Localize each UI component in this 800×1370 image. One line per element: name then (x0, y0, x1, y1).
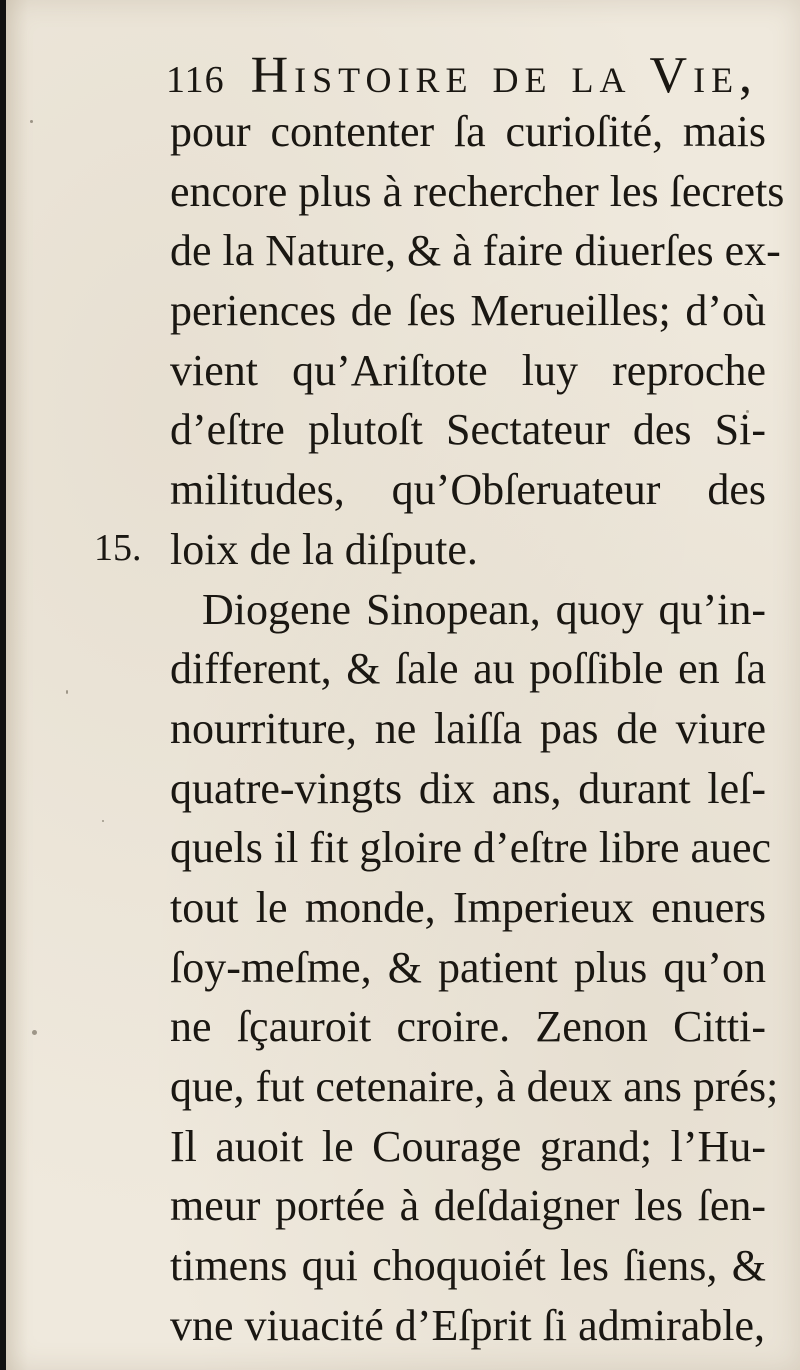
text-line: que, fut cetenaire, à deux ans prés; (170, 1062, 779, 1111)
text-line: pour contenter ſa curioſité, mais (170, 107, 766, 156)
text-line: ſoy-meſme, & patient plus qu’on (170, 942, 766, 992)
text-line: Diogene Sinopean, quoy qu’in- (202, 584, 766, 634)
text-line: Il auoit le Courage grand; l’Hu- (170, 1121, 766, 1171)
page-header (166, 46, 766, 106)
text-line: quels il fit gloire d’eſtre libre auec (170, 823, 772, 873)
text-line: tout le monde, Imperieux enuers (170, 882, 766, 932)
text-line: de la Nature, & à faire diuerſes ex- (170, 226, 781, 276)
text-line: loix de la diſpute. (170, 524, 478, 574)
text-line: ne ſçauroit croire. Zenon Citti- (170, 1002, 766, 1052)
text-line: encore plus à rechercher les ſecrets (170, 166, 785, 216)
text-line: quatre-vingts dix ans, durant leſ- (170, 763, 766, 813)
running-title: Histoire de la Vie, (250, 47, 759, 104)
paragraph-2 (170, 580, 779, 1356)
text-line: vne viuacité d’Eſprit ſi admirable, (170, 1300, 766, 1350)
paragraph-1 (170, 102, 785, 580)
margin-section-number: 15. (94, 527, 142, 569)
text-line: nourriture, ne laiſſa pas de viure (170, 703, 766, 753)
page-number: 116 (166, 59, 225, 101)
text-line: d’eſtre plutoſt Sectateur des Si- (170, 405, 766, 455)
text-line: timens qui choquoiét les ſiens, & (170, 1241, 766, 1291)
text-line: vient qu’Ariſtote luy reproche (170, 345, 766, 395)
body-text (170, 102, 785, 1355)
text-line: militudes, qu’Obſeruateur des (170, 465, 766, 515)
text-line: different, & ſale au poſſible en ſa (170, 644, 766, 694)
text-line: meur portée à deſdaigner les ſen- (170, 1181, 766, 1231)
text-line: periences de ſes Merueilles; d’où (170, 286, 766, 336)
